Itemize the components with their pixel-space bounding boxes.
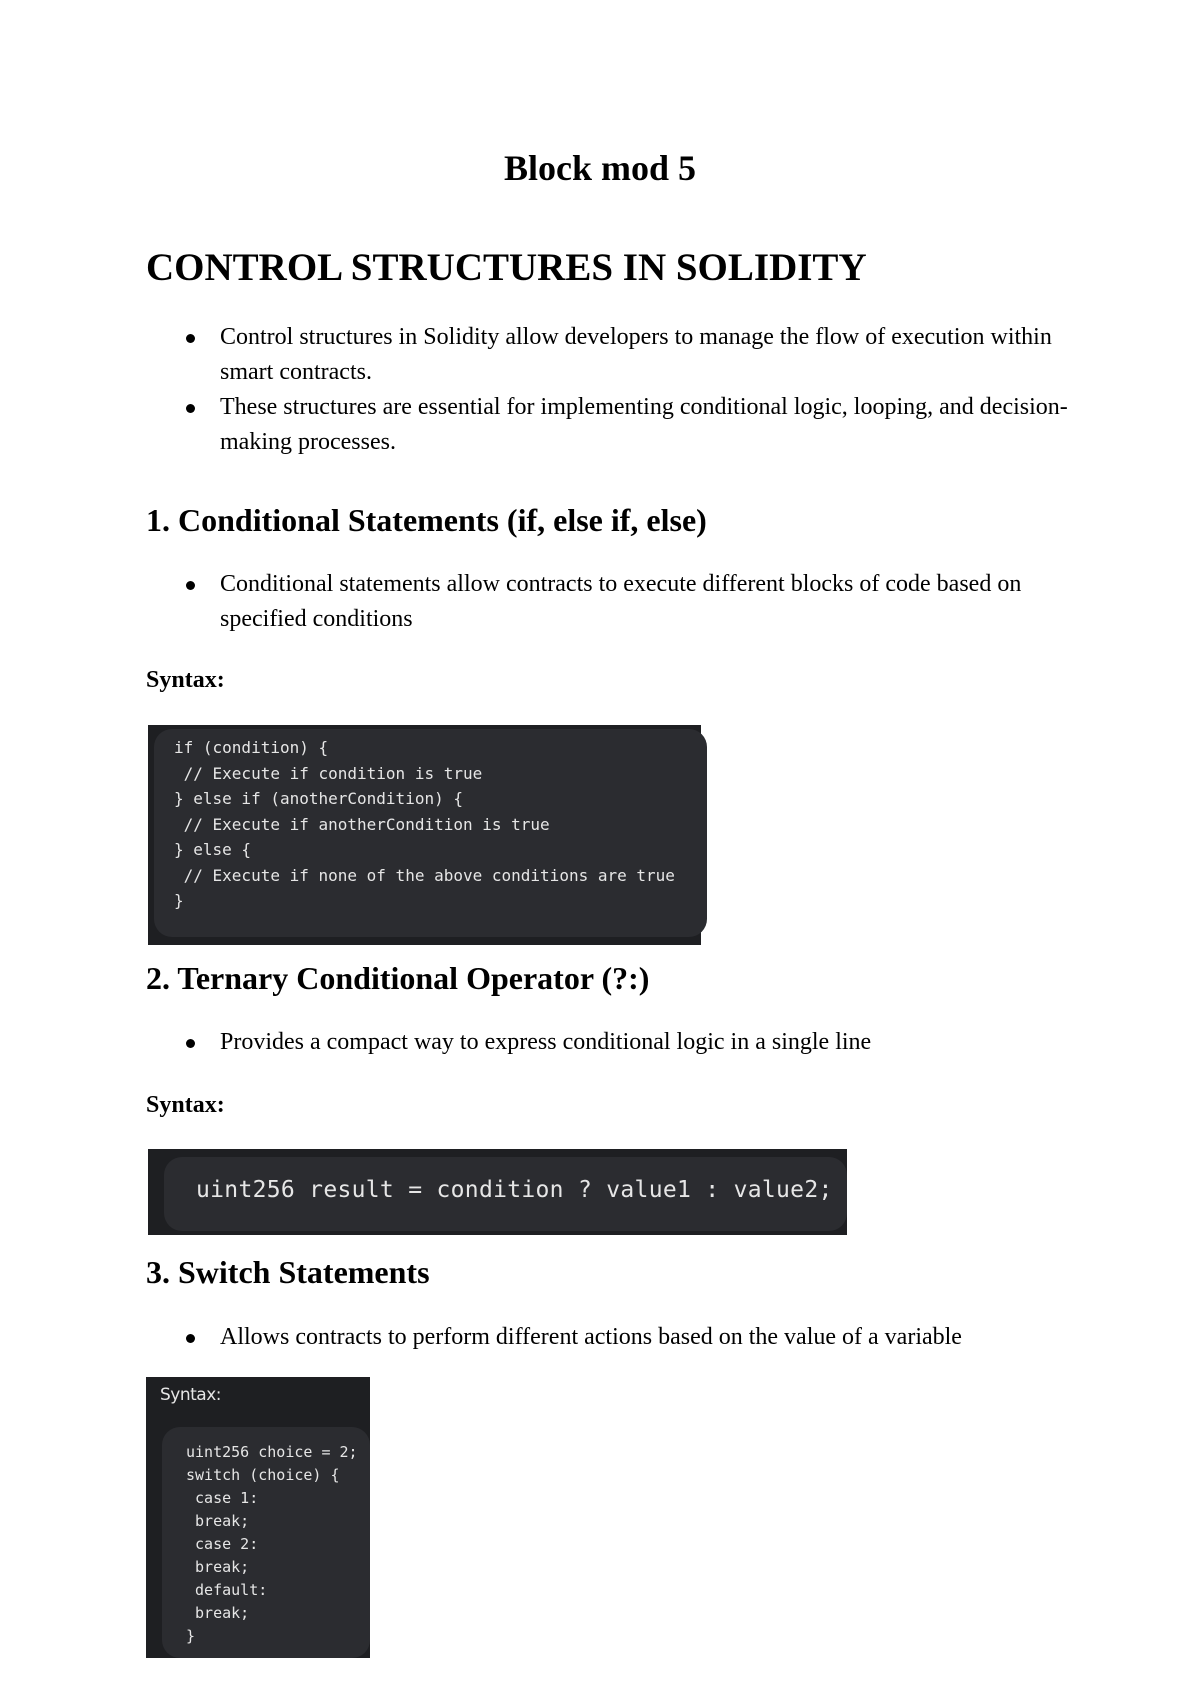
bullet-icon [186, 581, 195, 590]
section-heading-conditional: 1. Conditional Statements (if, else if, else) [146, 502, 707, 538]
bullet-text: Allows contracts to perform different actions based on the value of a variable [220, 1324, 962, 1350]
intro-bullet-list [146, 320, 1086, 460]
code-block-ternary [148, 1149, 847, 1235]
section-heading-switch: 3. Switch Statements [146, 1254, 430, 1290]
bullet-icon [186, 404, 195, 413]
list-item [146, 567, 1086, 637]
section-heading-ternary: 2. Ternary Conditional Operator (?:) [146, 960, 650, 996]
bullet-text: These structures are essential for implementing conditional logic, looping, and decision-making processes. [220, 394, 1068, 455]
list-item [146, 1320, 1086, 1355]
bullet-icon [186, 1039, 195, 1048]
main-heading: CONTROL STRUCTURES IN SOLIDITY [146, 246, 867, 289]
bullet-icon [186, 1334, 195, 1343]
ternary-bullet-list [146, 1025, 1086, 1060]
list-item [146, 1025, 1086, 1060]
syntax-label: Syntax: [146, 1092, 225, 1118]
bullet-text: Control structures in Solidity allow developers to manage the flow of execution within smart contracts. [220, 324, 1052, 385]
list-item [146, 320, 1086, 390]
bullet-text: Conditional statements allow contracts to execute different blocks of code based on specified conditions [220, 571, 1022, 632]
list-item [146, 390, 1086, 460]
code-text: uint256 choice = 2; switch (choice) { case 1: break; case 2: break; default: break; } [186, 1443, 358, 1645]
switch-bullet-list [146, 1320, 1086, 1355]
bullet-text: Provides a compact way to express conditional logic in a single line [220, 1029, 872, 1055]
conditional-bullet-list [146, 567, 1086, 637]
code-block-switch [146, 1377, 370, 1658]
code-text: if (condition) { // Execute if condition is true } else if (anotherCondition) { // Execute if anotherCondition is true } else { // Execute if none of the above conditions are true } [174, 738, 675, 910]
code-text: uint256 result = condition ? value1 : value2; [196, 1177, 833, 1203]
bullet-icon [186, 334, 195, 343]
syntax-label: Syntax: [160, 1385, 221, 1405]
syntax-label: Syntax: [146, 667, 225, 693]
code-block-conditional [148, 725, 701, 945]
page-title: Block mod 5 [503, 148, 697, 188]
